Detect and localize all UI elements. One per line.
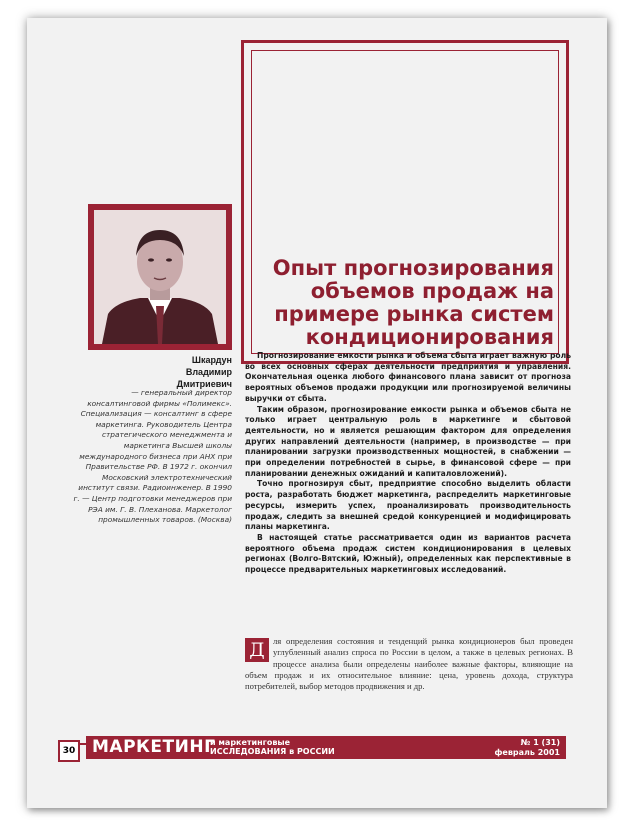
lead-paragraph: Таким образом, прогнозирование емкости рынка и объемов сбыта не только играет центральную роль в маркетинге и сбытовой деятельности, но и является решающим фактором для определения других направлений деятельности (например, в производстве — при планировании загрузки производственных мощностей, в снабжении — при определении потребностей в сырье, в финансовой сфере — при планировании денежных ожиданий и капиталовложений).: [245, 404, 571, 478]
body-paragraph: ля определения состояния и тенденций рынка кондиционеров был проведен углубленный анализ спроса по России в целом, а также в целевых регионах. В процессе анализа были определены наиболее важные факторы, влияющие на объем продаж и их относительное влияние: цена, уровень дохода, структура потребителей, выбор методов продвижения и др.: [245, 636, 573, 692]
author-bio: — генеральный директор консалтинговой фирмы «Полимекс». Специализация — консалтинг в сфере маркетинга. Руководитель Центра стратегического менеджмента и маркетинга Высшей школы международного бизнеса при АНХ при Правительстве РФ. В 1972 г. окончил Московский электротехнический институт связи. Радиоинженер. В 1990 г. — Центр подготовки менеджеров при РЭА им. Г. В. Плеханова. Маркетолог промышленных товаров. (Москва): [73, 388, 232, 525]
issue-info: № 1 (31) февраль 2001: [494, 738, 560, 757]
magazine-page: [27, 18, 607, 808]
author-photo: [88, 204, 232, 350]
magazine-footer-bar: [86, 736, 566, 759]
page-number: 30: [58, 740, 80, 762]
author-portrait-image: [94, 210, 226, 344]
article-lead: [245, 351, 571, 576]
lead-paragraph: В настоящей статье рассматривается один из вариантов расчета вероятного объема продаж систем кондиционирования в целевых регионах (Волго-Вятский, Южный), определенных как перспективные в процессе предварительных маркетинговых исследований.: [245, 532, 571, 575]
title-frame: [241, 40, 569, 364]
lead-paragraph: Прогнозирование емкости рынка и объема сбыта играет важную роль во всех основных сферах деятельности предприятия и управления. Окончательная оценка любого финансового плана зависит от прогноза вероятных объемов продажи продукции или прогнозируемой величины выручки от сбыта.: [245, 351, 571, 403]
article-body: [245, 636, 573, 692]
drop-cap: Д: [245, 638, 269, 662]
magazine-title: МАРКЕТИНГ: [92, 737, 216, 757]
magazine-subtitle: и маркетинговые ИССЛЕДОВАНИЯ в РОССИИ: [210, 738, 335, 756]
lead-paragraph: Точно прогнозируя сбыт, предприятие способно выделить области роста, разработать бюджет маркетинга, распределить маркетинговые ресурсы, измерить успех, проанализировать производительность продаж, следить за внешней средой конкуренцией и модифицировать планы маркетинга.: [245, 479, 571, 532]
author-name: Шкардун Владимир Дмитриевич: [176, 355, 232, 389]
article-title: Опыт прогнозирования объемов продаж на примере рынка систем кондиционирования: [272, 256, 554, 349]
